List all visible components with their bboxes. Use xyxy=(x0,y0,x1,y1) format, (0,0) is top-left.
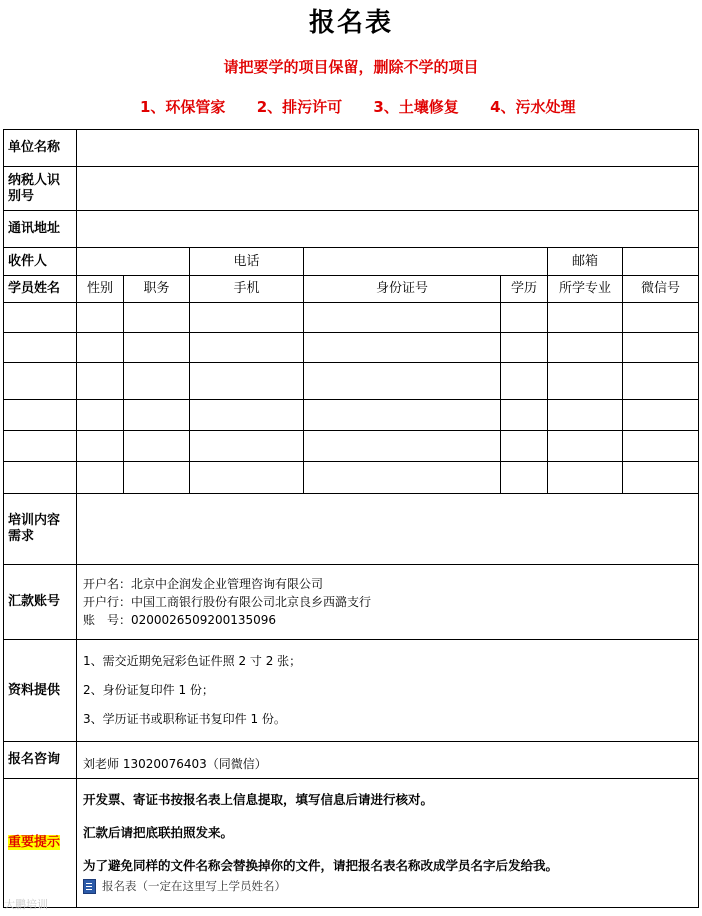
student-cell[interactable] xyxy=(4,303,77,333)
important-line: 为了避免同样的文件名称会替换掉你的文件，请把报名表名称改成学员名字后发给我。 xyxy=(83,858,559,873)
table-row xyxy=(4,363,699,400)
bank-line: 账 号：0200026509200135096 xyxy=(83,613,277,627)
student-cell[interactable] xyxy=(548,363,623,400)
recipient-label: 收件人 xyxy=(4,248,77,276)
student-cell[interactable] xyxy=(124,303,190,333)
training-field[interactable] xyxy=(77,494,699,565)
student-cell[interactable] xyxy=(501,462,548,494)
phone-label: 电话 xyxy=(190,248,304,276)
student-cell[interactable] xyxy=(548,303,623,333)
materials-row xyxy=(4,640,699,742)
bank-line: 开户名：北京中企润发企业管理咨询有限公司 xyxy=(83,577,324,591)
student-cell[interactable] xyxy=(548,462,623,494)
table-row xyxy=(4,333,699,363)
column-header: 微信号 xyxy=(623,276,699,303)
materials-label: 资料提供 xyxy=(4,640,77,742)
student-cell[interactable] xyxy=(124,363,190,400)
student-cell[interactable] xyxy=(190,363,304,400)
important-info xyxy=(77,779,699,908)
student-cell[interactable] xyxy=(4,400,77,431)
table-row xyxy=(4,303,699,333)
training-row xyxy=(4,494,699,565)
recipient-field[interactable] xyxy=(77,248,190,276)
student-cell[interactable] xyxy=(548,431,623,462)
bank-line: 开户行：中国工商银行股份有限公司北京良乡西潞支行 xyxy=(83,595,372,609)
project-list xyxy=(140,96,600,117)
student-cell[interactable] xyxy=(304,333,501,363)
student-cell[interactable] xyxy=(623,400,699,431)
column-header: 性别 xyxy=(77,276,124,303)
table-row xyxy=(4,462,699,494)
column-header: 职务 xyxy=(124,276,190,303)
important-label: 重要提示 xyxy=(8,835,61,851)
student-header-row xyxy=(4,276,699,303)
bank-row xyxy=(4,565,699,640)
student-cell[interactable] xyxy=(4,462,77,494)
email-field[interactable] xyxy=(623,248,699,276)
word-document-icon xyxy=(83,879,96,894)
unit-name-label: 单位名称 xyxy=(4,130,77,167)
student-cell[interactable] xyxy=(190,462,304,494)
registration-table xyxy=(3,129,699,908)
student-cell[interactable] xyxy=(124,400,190,431)
student-cell[interactable] xyxy=(501,363,548,400)
address-row xyxy=(4,211,699,248)
student-cell[interactable] xyxy=(77,303,124,333)
material-line: 3、学历证书或职称证书复印件 1 份。 xyxy=(83,711,286,726)
page-title: 报名表 xyxy=(308,8,393,38)
attachment-label: 报名表（一定在这里写上学员姓名） xyxy=(102,878,286,893)
address-field[interactable] xyxy=(77,211,699,248)
student-cell[interactable] xyxy=(623,363,699,400)
table-row xyxy=(4,431,699,462)
phone-field[interactable] xyxy=(304,248,548,276)
project-item: 2、排污许可 xyxy=(256,98,343,116)
student-cell[interactable] xyxy=(190,303,304,333)
student-cell[interactable] xyxy=(501,431,548,462)
table-row xyxy=(4,400,699,431)
column-header: 手机 xyxy=(190,276,304,303)
student-cell[interactable] xyxy=(501,303,548,333)
materials-info xyxy=(77,640,699,742)
material-line: 2、身份证复印件 1 份； xyxy=(83,683,214,698)
watermark: 大鹏培训 xyxy=(4,898,48,911)
student-cell[interactable] xyxy=(77,333,124,363)
training-label: 培训内容需求 xyxy=(4,494,77,565)
student-cell[interactable] xyxy=(77,431,124,462)
bank-info xyxy=(77,565,699,640)
taxpayer-id-field[interactable] xyxy=(77,167,699,211)
project-notice: 请把要学的项目保留，删除不学的项目 xyxy=(223,58,479,76)
important-line: 汇款后请把底联拍照发来。 xyxy=(83,825,234,840)
student-cell[interactable] xyxy=(304,400,501,431)
taxpayer-row xyxy=(4,167,699,211)
student-cell[interactable] xyxy=(77,400,124,431)
important-line: 开发票、寄证书按报名表上信息提取，填写信息后请进行核对。 xyxy=(83,792,434,807)
important-label-cell xyxy=(4,779,77,908)
student-cell[interactable] xyxy=(190,431,304,462)
student-cell[interactable] xyxy=(623,333,699,363)
student-cell[interactable] xyxy=(190,400,304,431)
student-cell[interactable] xyxy=(77,363,124,400)
project-item: 4、污水处理 xyxy=(490,98,576,116)
important-row xyxy=(4,779,699,908)
column-header: 学历 xyxy=(501,276,548,303)
student-cell[interactable] xyxy=(4,333,77,363)
material-line: 1、需交近期免冠彩色证件照 2 寸 2 张； xyxy=(83,654,302,669)
attachment-link[interactable] xyxy=(83,879,694,894)
student-cell[interactable] xyxy=(77,462,124,494)
student-cell[interactable] xyxy=(190,333,304,363)
recipient-row xyxy=(4,248,699,276)
column-header: 所学专业 xyxy=(548,276,623,303)
student-cell[interactable] xyxy=(304,431,501,462)
address-label: 通讯地址 xyxy=(4,211,77,248)
student-cell[interactable] xyxy=(4,363,77,400)
column-header: 身份证号 xyxy=(304,276,501,303)
consult-row xyxy=(4,742,699,779)
student-cell[interactable] xyxy=(623,431,699,462)
student-cell[interactable] xyxy=(623,303,699,333)
student-cell[interactable] xyxy=(124,462,190,494)
column-header: 学员姓名 xyxy=(4,276,77,303)
unit-name-row xyxy=(4,130,699,167)
project-item: 1、环保管家 xyxy=(140,98,226,116)
student-cell[interactable] xyxy=(304,303,501,333)
student-cell[interactable] xyxy=(623,462,699,494)
unit-name-field[interactable] xyxy=(77,130,699,167)
student-cell[interactable] xyxy=(501,400,548,431)
taxpayer-id-label: 纳税人识别号 xyxy=(4,167,77,211)
student-cell[interactable] xyxy=(501,333,548,363)
consult-label: 报名咨询 xyxy=(4,742,77,779)
bank-label: 汇款账号 xyxy=(4,565,77,640)
student-cell[interactable] xyxy=(4,431,77,462)
project-item: 3、土壤修复 xyxy=(373,98,459,116)
student-cell[interactable] xyxy=(548,400,623,431)
student-cell[interactable] xyxy=(548,333,623,363)
student-cell[interactable] xyxy=(304,363,501,400)
student-cell[interactable] xyxy=(304,462,501,494)
consult-value: 刘老师 13020076403（同微信） xyxy=(77,742,699,779)
student-cell[interactable] xyxy=(124,431,190,462)
student-cell[interactable] xyxy=(124,333,190,363)
email-label: 邮箱 xyxy=(548,248,623,276)
